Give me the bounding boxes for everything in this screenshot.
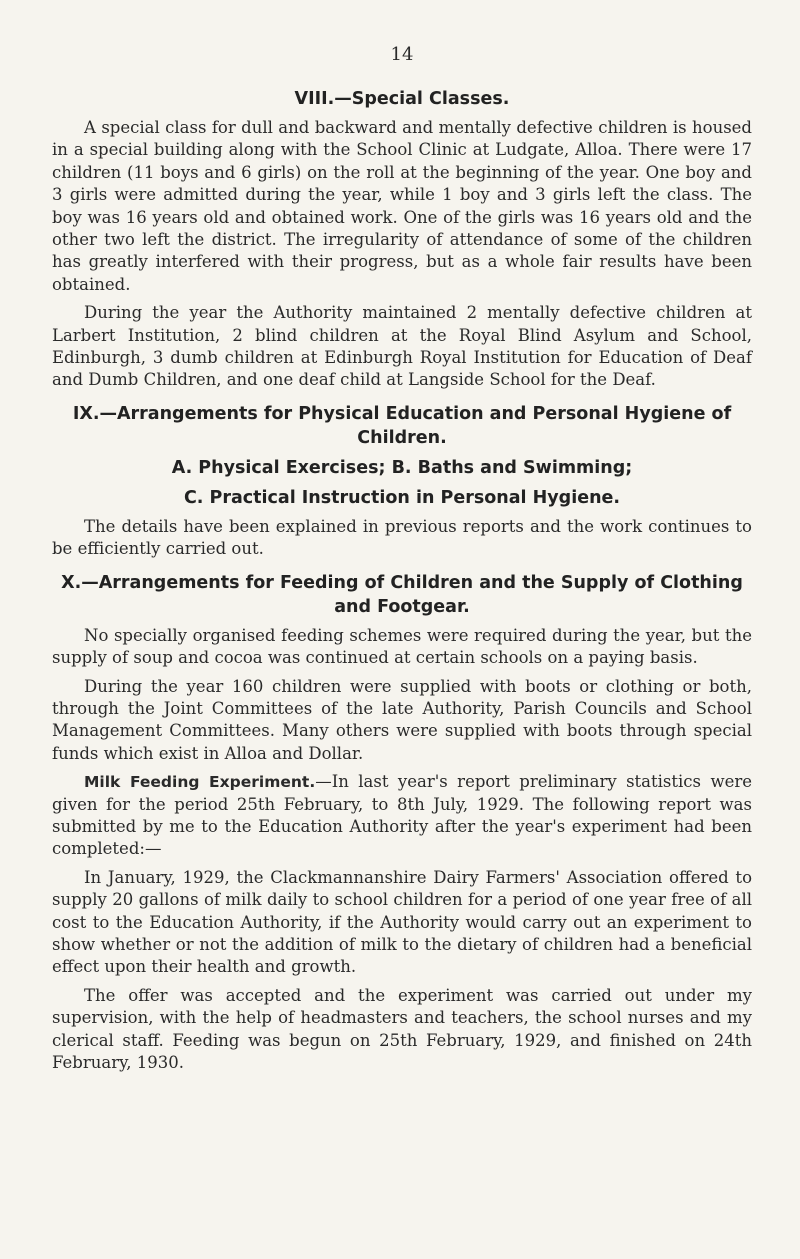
section-special-classes [52,87,752,392]
section-heading-physical-education: IX.—Arrangements for Physical Education and Personal Hygiene of Children. [72,403,732,448]
subheading-exercises-baths: A. Physical Exercises; B. Baths and Swimming; [171,457,633,478]
page-number: 14 [390,44,414,65]
section-heading-special-classes: VIII.—Special Classes. [294,89,510,109]
milk-feeding-lead: Milk Feeding Experiment. [84,773,316,792]
milk-feeding-text: —In last year's report preliminary statistics were given for the period 25th February, to 8th July, 1929. The following report was submitted by me to the Education Authority after the year's experiment had been completed:— [52,772,752,859]
paragraph: During the year the Authority maintained 2 mentally defective children at Larbert Institution, 2 blind children at the Royal Blind Asylum and School, Edinburgh, 3 dumb children at Edinburgh Royal Institution for Education of Deaf and Dumb Children, and one deaf child at Langside School for the Deaf. [52,303,752,390]
paragraph: The offer was accepted and the experiment was carried out under my supervision, with the help of headmasters and teachers, the school nurses and my clerical staff. Feeding was begun on 25th February, 1929, and finished on 24th February, 1930. [52,985,752,1072]
section-heading-feeding-clothing: X.—Arrangements for Feeding of Children and the Supply of Clothing and Footgear. [61,572,743,617]
section-physical-education [52,402,752,561]
subheading-personal-hygiene: C. Practical Instruction in Personal Hygiene. [183,487,621,508]
section-feeding-clothing [52,571,752,1075]
paragraph: During the year 160 children were supplied with boots or clothing or both, through the Joint Committees of the late Authority, Parish Councils and School Management Committees. Many others were supplied with boots through special funds which exist in Alloa and Dollar. [52,676,752,763]
milk-feeding-paragraph [52,771,752,861]
paragraph: The details have been explained in previous reports and the work continues to be efficiently carried out. [52,516,752,559]
paragraph: In January, 1929, the Clackmannanshire Dairy Farmers' Association offered to supply 20 gallons of milk daily to school children for a period of one year free of all cost to the Education Authority, if the Authority would carry out an experiment to show whether or not the addition of milk to the dietary of children had a beneficial effect upon their health and growth. [52,867,752,977]
paragraph: No specially organised feeding schemes were required during the year, but the supply of soup and cocoa was continued at certain schools on a paying basis. [52,625,752,668]
paragraph: A special class for dull and backward and mentally defective children is housed in a special building along with the School Clinic at Ludgate, Alloa. There were 17 children (11 boys and 6 girls) on the roll at the beginning of the year. One boy and 3 girls were admitted during the year, while 1 boy and 3 girls left the class. The boy was 16 years old and obtained work. One of the girls was 16 years old and the other two left the district. The irregularity of attendance of some of the children has greatly interfered with their progress, but as a whole fair results have been obtained. [52,118,752,294]
